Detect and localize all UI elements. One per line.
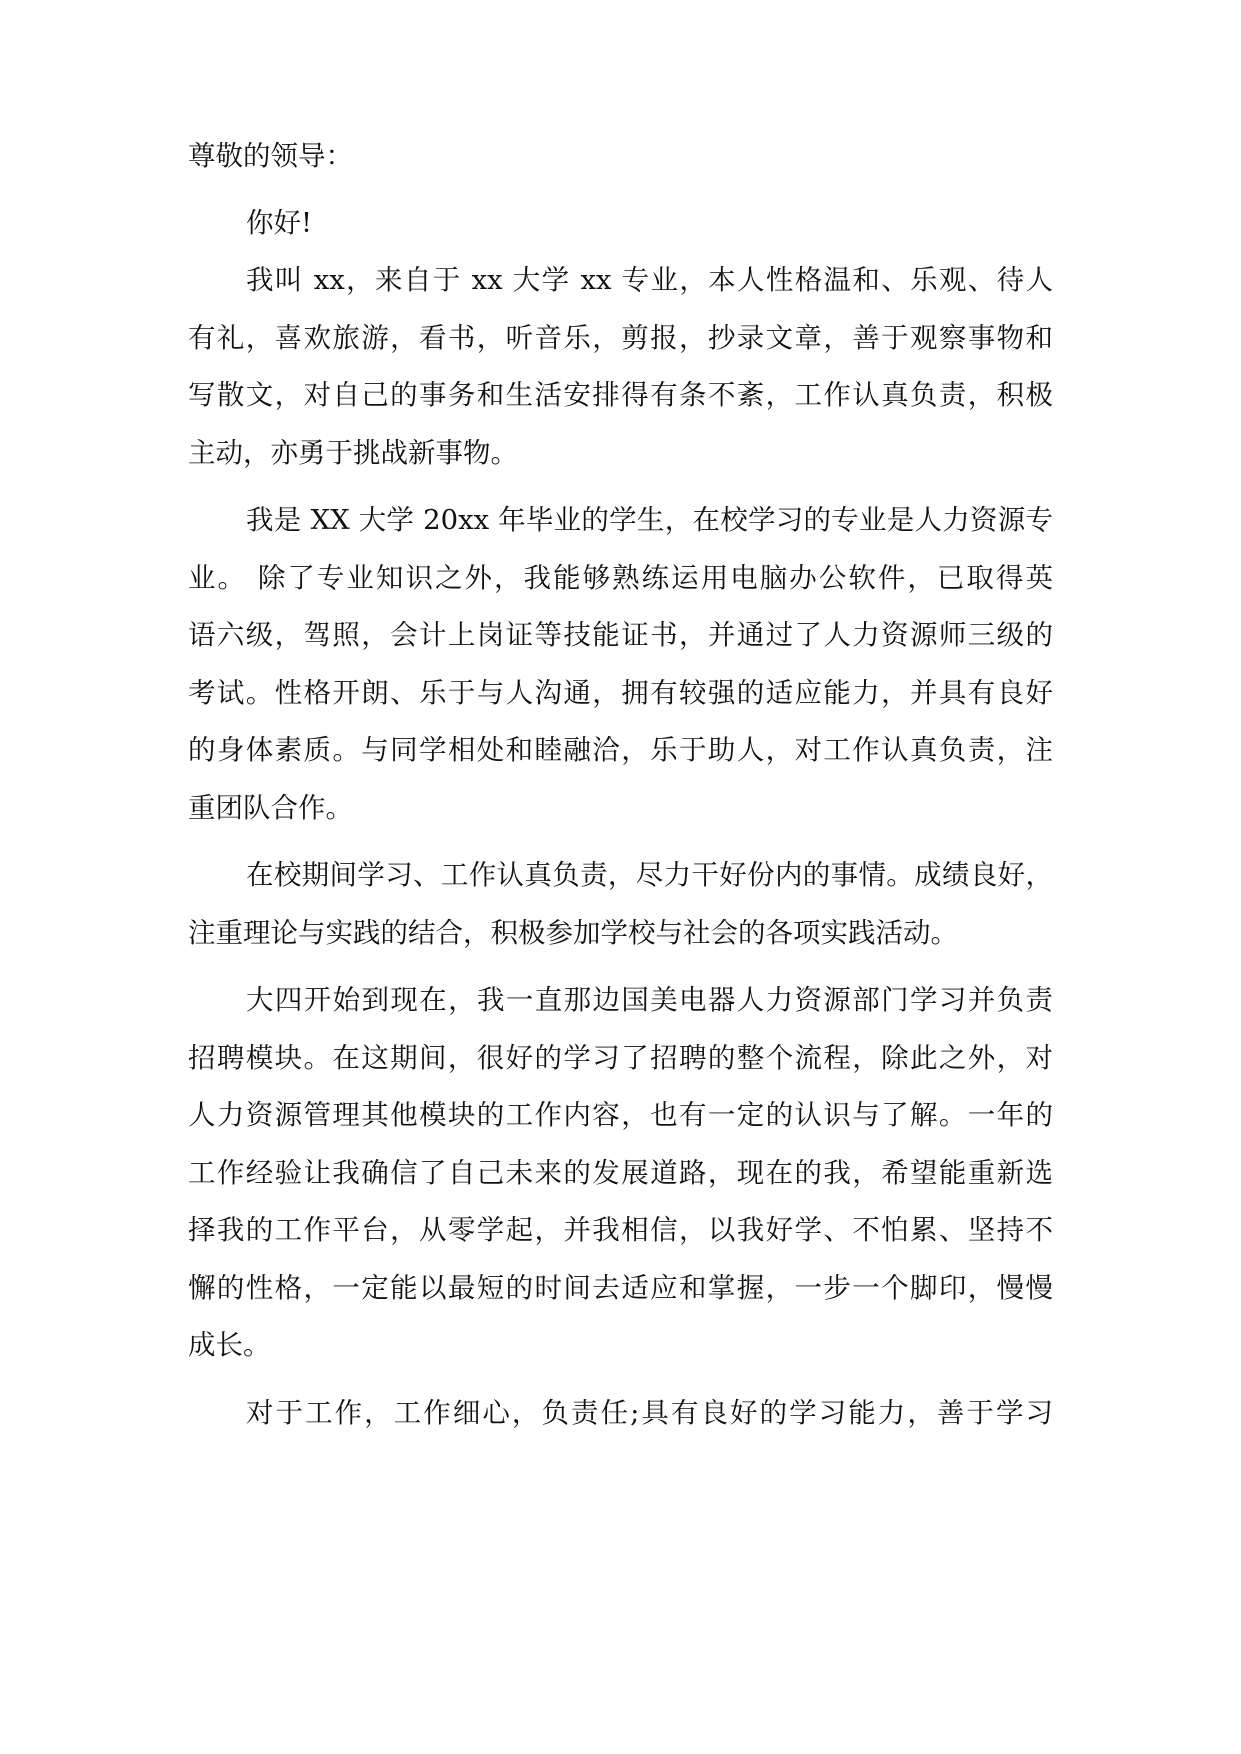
greeting: 你好! <box>246 207 313 239</box>
paragraph-line: 重团队合作。 <box>188 792 353 824</box>
paragraph-line: 懈的性格，一定能以最短的时间去适应和掌握，一步一个脚印，慢慢 <box>188 1272 1053 1304</box>
paragraph-line: 的身体素质。与同学相处和睦融洽，乐于助人，对工作认真负责，注 <box>188 734 1053 766</box>
paragraph-line: 语六级，驾照，会计上岗证等技能证书，并通过了人力资源师三级的 <box>188 619 1053 651</box>
paragraph-line: 成长。 <box>188 1329 271 1361</box>
paragraph-line: 人力资源管理其他模块的工作内容，也有一定的认识与了解。一年的 <box>188 1099 1053 1131</box>
paragraph-line: 考试。性格开朗、乐于与人沟通，拥有较强的适应能力，并具有良好 <box>188 677 1053 709</box>
paragraph-line: 主动，亦勇于挑战新事物。 <box>188 437 518 469</box>
paragraph-line: 注重理论与实践的结合，积极参加学校与社会的各项实践活动。 <box>188 917 958 949</box>
paragraph-line: 招聘模块。在这期间，很好的学习了招聘的整个流程，除此之外，对 <box>188 1042 1053 1074</box>
paragraph-line: 我是 XX 大学 20xx 年毕业的学生，在校学习的专业是人力资源专 <box>246 504 1053 536</box>
paragraph-line: 择我的工作平台，从零学起，并我相信，以我好学、不怕累、坚持不 <box>188 1214 1053 1246</box>
paragraph-line: 在校期间学习、工作认真负责，尽力干好份内的事情。成绩良好， <box>246 859 1053 891</box>
paragraph-line: 对于工作，工作细心，负责任;具有良好的学习能力，善于学习 <box>246 1397 1053 1429</box>
paragraph-line: 写散文，对自己的事务和生活安排得有条不紊，工作认真负责，积极 <box>188 379 1053 411</box>
paragraph-line: 大四开始到现在，我一直那边国美电器人力资源部门学习并负责 <box>246 984 1053 1016</box>
salutation: 尊敬的领导： <box>188 140 353 172</box>
paragraph-line: 我叫 xx，来自于 xx 大学 xx 专业，本人性格温和、乐观、待人 <box>246 264 1053 296</box>
paragraph-line: 工作经验让我确信了自己未来的发展道路，现在的我，希望能重新选 <box>188 1157 1053 1189</box>
paragraph-line: 有礼，喜欢旅游，看书，听音乐，剪报，抄录文章，善于观察事物和 <box>188 322 1053 354</box>
paragraph-line: 业。 除了专业知识之外，我能够熟练运用电脑办公软件，已取得英 <box>188 562 1053 594</box>
